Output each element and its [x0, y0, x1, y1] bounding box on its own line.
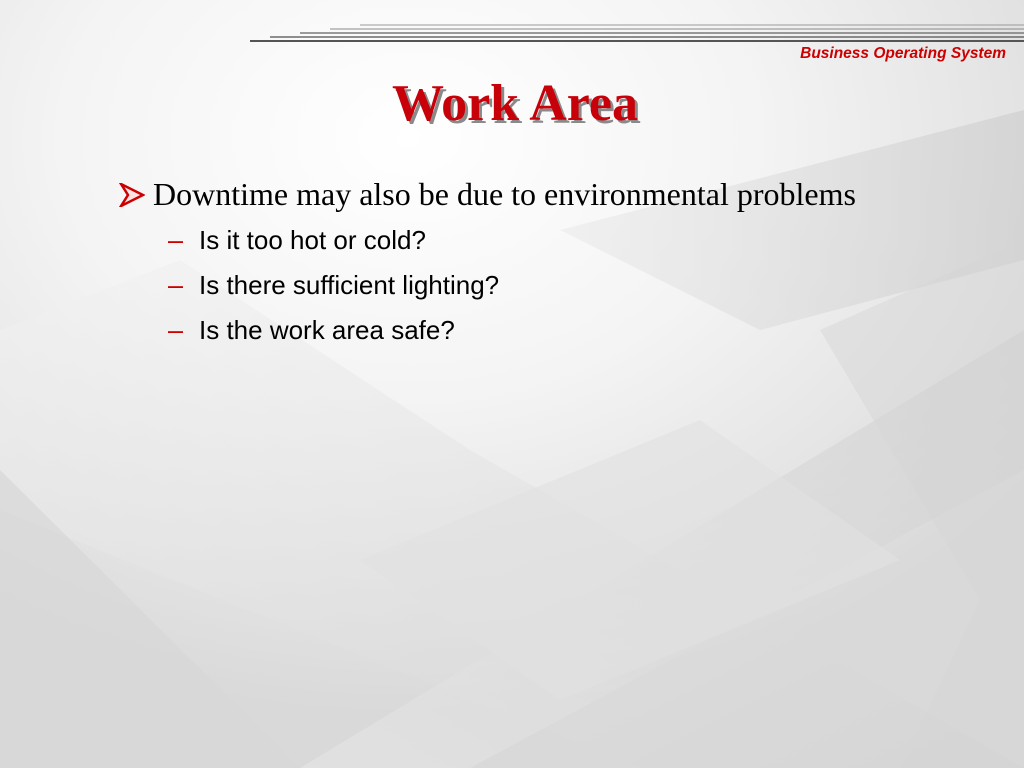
- sub-bullet-item: [168, 268, 879, 313]
- bullet-text: Downtime may also be due to environmental problems: [153, 176, 856, 212]
- dash-bullet-icon: –: [168, 315, 184, 345]
- bullet-list: [119, 174, 879, 358]
- header-lines: [0, 0, 1024, 50]
- bullet-item: [119, 174, 879, 214]
- sub-bullet-text: Is it too hot or cold?: [199, 225, 426, 255]
- sub-bullet-list: [119, 223, 879, 358]
- dash-bullet-icon: –: [168, 270, 184, 300]
- brand-label: Business Operating System: [800, 45, 1006, 62]
- sub-bullet-text: Is the work area safe?: [199, 315, 455, 345]
- sub-bullet-item: [168, 313, 879, 358]
- dash-bullet-icon: –: [168, 225, 184, 255]
- sub-bullet-text: Is there sufficient lighting?: [199, 270, 500, 300]
- arrow-bullet-icon: [119, 174, 153, 214]
- sub-bullet-item: [168, 223, 879, 268]
- slide-title: Work Area: [391, 75, 639, 132]
